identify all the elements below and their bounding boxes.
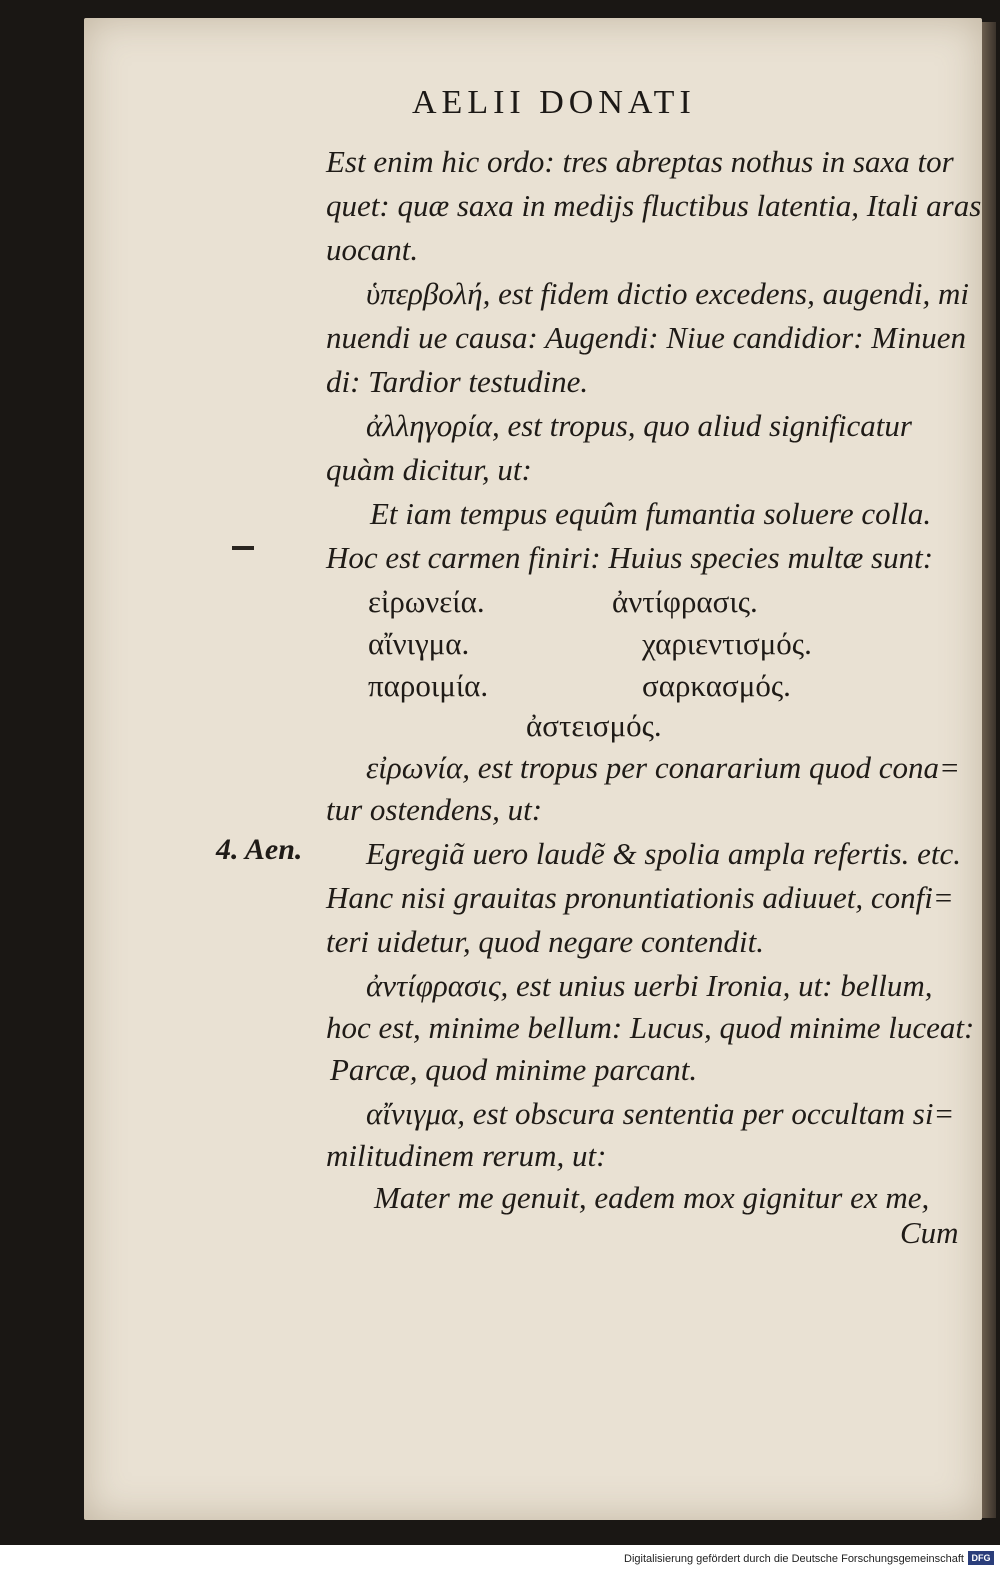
text-line: Parcæ, quod minime parcant.: [330, 1052, 698, 1087]
text-line: nuendi ue causa: Augendi: Niue candidior: Minuen: [326, 320, 966, 355]
text-line: di: Tardior testudine.: [326, 364, 589, 399]
text-line: Egregiã uero laudẽ & spolia ampla refertis. etc.: [366, 836, 961, 871]
text-line: ἀλληγορία, est tropus, quo aliud significatur: [366, 408, 912, 443]
text-line: uocant.: [326, 232, 419, 267]
text-line: quet: quæ saxa in medijs fluctibus latentia, Itali aras: [326, 188, 982, 223]
digitization-credit: Digitalisierung gefördert durch die Deutsche Forschungsgemeinschaft: [624, 1553, 964, 1565]
text-line: αἴνιγμα, est obscura sententia per occultam si=: [366, 1096, 955, 1131]
species-item: ἀστεισμός.: [526, 708, 662, 743]
species-item: ἀντίφρασις.: [612, 584, 758, 619]
species-item: σαρκασμός.: [642, 668, 791, 703]
text-line: teri uidetur, quod negare contendit.: [326, 924, 764, 959]
species-item: αἴνιγμα.: [368, 626, 470, 661]
text-line: ἀντίφρασις, est unius uerbi Ironia, ut: bellum,: [366, 968, 933, 1003]
species-item: εἰρωνεία.: [368, 584, 485, 619]
text-line: Et iam tempus equûm fumantia soluere colla.: [370, 496, 932, 531]
text-line: Mater me genuit, eadem mox gignitur ex me,: [374, 1180, 930, 1215]
margin-note: 4. Aen.: [216, 833, 303, 866]
species-item: χαριεντισμός.: [642, 626, 812, 661]
margin-dash: [232, 546, 254, 550]
dfg-logo: DFG: [968, 1551, 994, 1565]
catchword: Cum: [900, 1215, 959, 1250]
running-head: AELII DONATI: [412, 84, 696, 121]
text-line: tur ostendens, ut:: [326, 792, 543, 827]
text-line: hoc est, minime bellum: Lucus, quod minime luceat:: [326, 1010, 975, 1045]
text-line: militudinem rerum, ut:: [326, 1138, 607, 1173]
text-line: Hanc nisi grauitas pronuntiationis adiuuet, confi=: [326, 880, 954, 915]
page-edge: [982, 22, 996, 1518]
species-item: παροιμία.: [368, 668, 489, 703]
text-line: Est enim hic ordo: tres abreptas nothus in saxa tor: [326, 144, 954, 179]
text-line: quàm dicitur, ut:: [326, 452, 532, 487]
text-line: εἰρωνία, est tropus per conararium quod cona=: [366, 750, 960, 785]
text-line: Hoc est carmen finiri: Huius species multæ sunt:: [326, 540, 934, 575]
text-line: ὑπερβολή, est fidem dictio excedens, augendi, mi: [366, 276, 969, 311]
